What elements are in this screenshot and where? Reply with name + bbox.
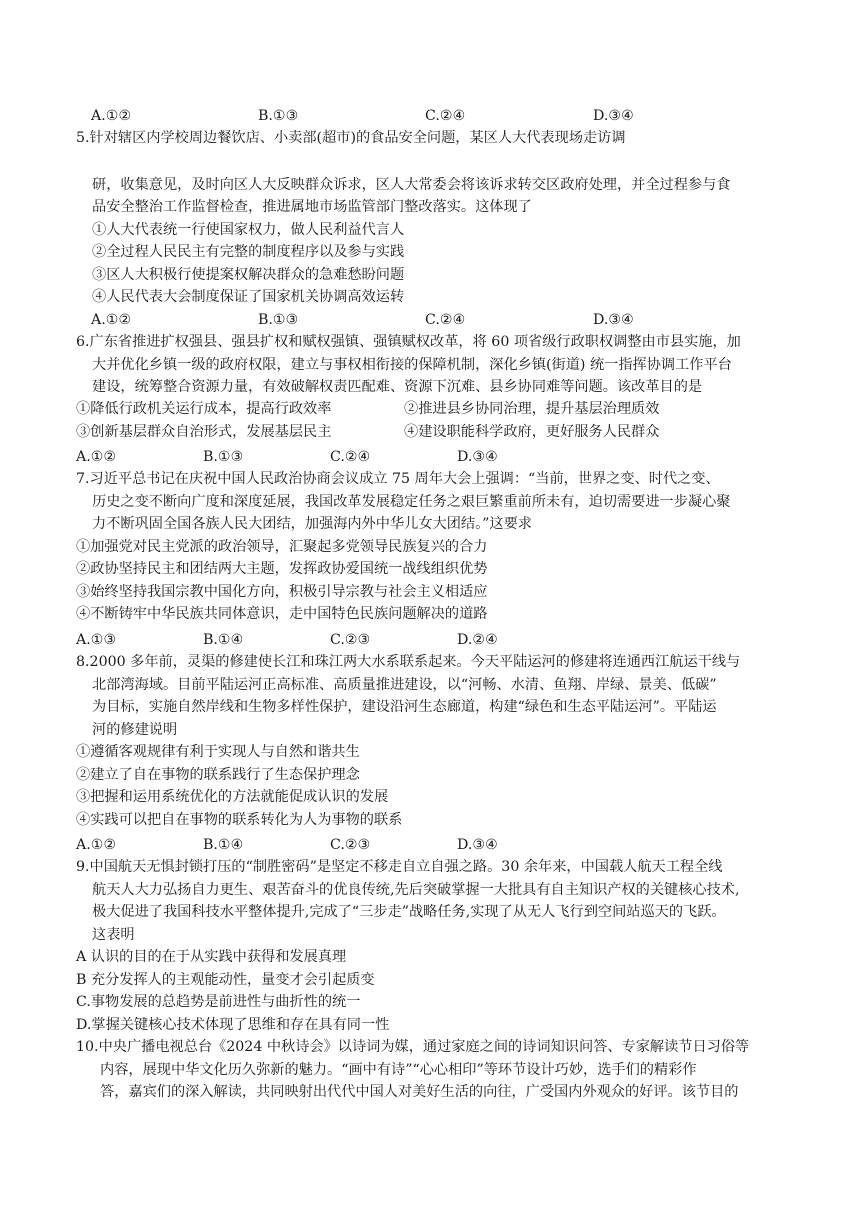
q6-stem-line: 6.广东省推进扩权强县、强县扩权和赋权强镇、强镇赋权改革，将 60 项省级行政职权调整由市县实施，加 (76, 334, 741, 350)
q8-stem-line: 8.2000 多年前，灵渠的修建使长江和珠江两大水系联系起来。今天平陆运河的修建将连通西江航运干线与 (76, 654, 741, 670)
q7-item: ①加强党对民主党派的政治领导，汇聚起多党领导民族复兴的合力 (76, 539, 488, 555)
q9-choice: C.事物发展的总趋势是前进性与曲折性的统一 (76, 994, 361, 1010)
option-d: D.③④ (457, 449, 498, 465)
q6-stem-line: 建设，统筹整合资源力量，有效破解权责匹配难、资源下沉难、县乡协同难等问题。该改革目的是 (92, 379, 703, 395)
q6-item: ①降低行政机关运行成本，提高行政效率 (76, 401, 332, 417)
q10-stem-line: 10.中央广播电视总台《2024 中秋诗会》以诗词为媒，通过家庭之间的诗词知识问答、专家解读节日习俗等 (76, 1039, 750, 1055)
option-a: A.①② (91, 108, 132, 124)
q5-item: ②全过程人民民主有完整的制度程序以及参与实践 (92, 244, 405, 260)
option-a: A.①③ (76, 632, 117, 648)
option-c: C.②④ (425, 312, 466, 328)
option-b: B.①③ (258, 312, 299, 328)
q8-item: ②建立了自在事物的联系践行了生态保护理念 (76, 767, 360, 783)
q5-stem-line: 5.针对辖区内学校周边餐饮店、小卖部(超市)的食品安全问题，某区人大代表现场走访调 (76, 130, 626, 146)
option-a: A.①② (91, 312, 132, 328)
q9-stem-line: 9.中国航天无惧封锁打压的“制胜密码”是坚定不移走自立自强之路。30 余年来，中国载人航天工程全线 (76, 859, 723, 875)
q5-item: ③区人大积极行使提案权解决群众的急难愁盼问题 (92, 267, 405, 283)
option-a: A.①② (76, 837, 117, 853)
q10-stem-line: 内容，展现中华文化历久弥新的魅力。“画中有诗”“心心相印”等环节设计巧妙，选手们的精彩作 (100, 1062, 697, 1078)
option-d: D.③④ (457, 837, 498, 853)
q8-item: ①遵循客观规律有利于实现人与自然和谐共生 (76, 744, 360, 760)
option-d: D.②④ (457, 632, 498, 648)
q7-stem-line: 力不断巩固全国各族人民大团结，加强海内外中华儿女大团结。”这要求 (92, 516, 532, 532)
option-b: B.①④ (203, 632, 244, 648)
q7-stem-line: 历史之变不断向广度和深度延展，我国改革发展稳定任务之艰巨繁重前所未有，迫切需要进一步凝心聚 (92, 494, 731, 510)
q9-stem-line: 航天人大力弘扬自力更生、艰苦奋斗的优良传统,先后突破掌握一大批具有自主知识产权的关键核心技术, (92, 882, 740, 898)
q8-item: ④实践可以把自在事物的联系转化为人为事物的联系 (76, 812, 403, 828)
q9-choice: A 认识的目的在于从实践中获得和发展真理 (76, 949, 347, 965)
q7-item: ④不断铸牢中华民族共同体意识，走中国特色民族问题解决的道路 (76, 606, 488, 622)
option-a: A.①② (76, 449, 117, 465)
q8-stem-line: 为目标，实施自然岸线和生物多样性保护，建设沿河生态廊道，构建“绿色和生态平陆运河”。平陆运 (92, 699, 717, 715)
option-d: D.③④ (593, 108, 634, 124)
option-b: B.①④ (203, 837, 244, 853)
q6-stem-line: 大并优化乡镇一级的政府权限，建立与事权相衔接的保障机制，深化乡镇(街道) 统一指挥协调工作平台 (92, 357, 732, 373)
q9-stem-line: 这表明 (92, 927, 135, 943)
q5-stem-line: 品安全整治工作监督检查，推进属地市场监管部门整改落实。这体现了 (92, 199, 532, 215)
q10-stem-line: 答，嘉宾们的深入解读，共同映射出代代中国人对美好生活的向往，广受国内外观众的好评。该节目的 (100, 1084, 739, 1100)
q6-item: ④建设职能科学政府，更好服务人民群众 (404, 424, 660, 440)
q8-stem-line: 北部湾海域。目前平陆运河正高标准、高质量推进建设，以“河畅、水清、鱼翔、岸绿、景美、低碳” (92, 677, 717, 693)
q5-item: ①人大代表统一行使国家权力，做人民利益代言人 (92, 222, 405, 238)
q9-stem-line: 极大促进了我国科技水平整体提升,完成了“三步走”战略任务,实现了从无人飞行到空间站巡天的飞跃。 (92, 904, 726, 920)
option-c: C.②④ (425, 108, 466, 124)
q5-item: ④人民代表大会制度保证了国家机关协调高效运转 (92, 289, 405, 305)
q8-stem-line: 河的修建说明 (92, 722, 178, 738)
option-c: C.②③ (330, 837, 371, 853)
option-b: B.①③ (203, 449, 244, 465)
q9-choice: B 充分发挥人的主观能动性，量变才会引起质变 (76, 972, 375, 988)
q7-stem-line: 7.习近平总书记在庆祝中国人民政治协商会议成立 75 周年大会上强调：“当前，世界之变、时代之变、 (76, 471, 720, 487)
option-c: C.②③ (330, 632, 371, 648)
q8-item: ③把握和运用系统优化的方法就能促成认识的发展 (76, 789, 389, 805)
option-c: C.②④ (330, 449, 371, 465)
q7-item: ③始终坚持我国宗教中国化方向，积极引导宗教与社会主义相适应 (76, 584, 488, 600)
q5-stem-line: 研，收集意见，及时向区人大反映群众诉求，区人大常委会将该诉求转交区政府处理，并全过程参与食 (92, 177, 731, 193)
q6-item: ②推进县乡协同治理，提升基层治理质效 (404, 401, 660, 417)
option-b: B.①③ (258, 108, 299, 124)
q6-item: ③创新基层群众自治形式，发展基层民主 (76, 424, 332, 440)
q9-choice: D.掌握关键核心技术体现了思维和存在具有同一性 (76, 1017, 390, 1033)
q7-item: ②政协坚持民主和团结两大主题，发挥政协爱国统一战线组织优势 (76, 561, 488, 577)
option-d: D.③④ (593, 312, 634, 328)
